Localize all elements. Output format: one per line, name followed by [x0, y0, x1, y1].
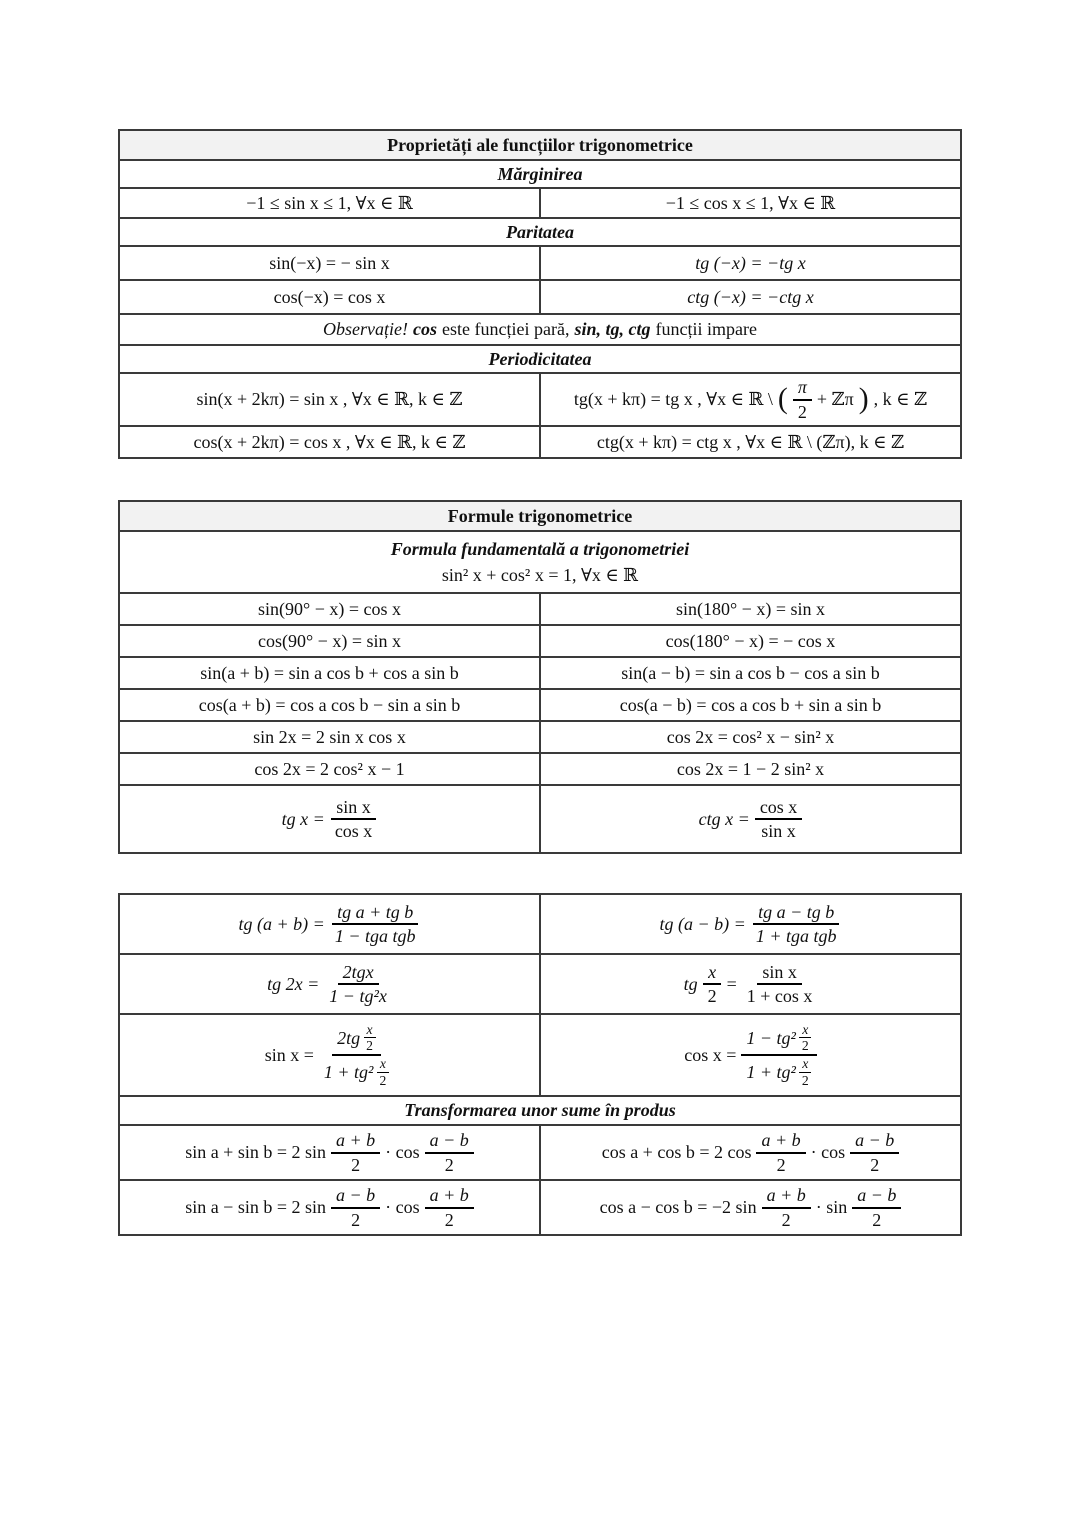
formula-text: −1 ≤ cos x ≤ 1, ∀x ∈ ℝ — [665, 192, 836, 213]
fraction-denominator: 1 + tga tgb — [755, 926, 837, 946]
formula-expression — [265, 1022, 395, 1089]
formula-text: + ℤπ — [816, 389, 854, 410]
fraction-numerator: cos x — [755, 796, 803, 821]
fraction — [330, 796, 378, 843]
fraction — [742, 961, 818, 1008]
formula-expression — [185, 1184, 474, 1231]
fraction — [319, 1022, 394, 1089]
section-header-fundamental: Formula fundamentală a trigonometriei — [390, 538, 690, 559]
formula-text: sin 2x = 2 sin x cos x — [253, 726, 406, 747]
observation-cell — [119, 314, 961, 345]
formula-cell — [540, 625, 961, 657]
observation-text — [323, 318, 757, 341]
small-fraction — [799, 1022, 812, 1054]
observation-plain: este funcției pară, — [442, 319, 570, 340]
formula-cell — [540, 689, 961, 721]
fraction-numerator: a − b — [331, 1184, 380, 1209]
formula-text: sin a − sin b = 2 sin — [185, 1197, 326, 1218]
formula-text: ctg (−x) = −ctg x — [687, 286, 814, 307]
formula-expression — [574, 376, 927, 423]
formula-cell — [119, 689, 540, 721]
fraction-denominator: 1 − tg²x — [329, 986, 387, 1006]
fraction-numerator: x — [364, 1022, 376, 1039]
fraction-denominator: 2 — [872, 1209, 882, 1230]
fraction-denominator: 2 — [801, 1072, 809, 1088]
formula-text: ctg x = — [698, 808, 750, 829]
left-paren: ( — [777, 383, 788, 416]
formula-text: cos(−x) = cos x — [273, 286, 386, 307]
formula-cell — [540, 785, 961, 853]
fraction — [324, 961, 392, 1008]
formula-expression — [684, 961, 818, 1008]
formula-expression — [699, 796, 803, 843]
formula-text: tg 2x = — [267, 973, 320, 994]
formulas-table — [118, 500, 962, 854]
formula-cell — [119, 1125, 540, 1180]
table-row — [119, 1096, 961, 1125]
fraction-denominator: sin x — [761, 821, 796, 841]
fraction-numerator — [741, 1022, 816, 1056]
observation-bold: sin, tg, ctg — [574, 319, 651, 340]
table-row — [119, 426, 961, 458]
formula-text: sin(a + b) = sin a cos b + cos a sin b — [200, 662, 459, 683]
fraction-numerator: a + b — [425, 1184, 474, 1209]
fraction-numerator: a − b — [850, 1129, 899, 1154]
fraction — [751, 901, 842, 948]
formula-text: tg (a + b) = — [238, 913, 325, 934]
formula-expression — [684, 1022, 817, 1089]
fraction — [425, 1129, 474, 1176]
formula-text: , k ∈ ℤ — [873, 389, 928, 410]
formula-text: cos 2x = cos² x − sin² x — [666, 726, 835, 747]
formula-text: ctg(x + kπ) = ctg x , ∀x ∈ ℝ \ (ℤπ), k ∈ ℤ — [596, 431, 905, 452]
fraction-numerator: tg a + tg b — [332, 901, 418, 926]
fraction — [793, 376, 812, 423]
formula-cell — [540, 188, 961, 218]
fraction — [762, 1184, 811, 1231]
fraction-numerator: a − b — [852, 1184, 901, 1209]
fundamental-formula-cell — [119, 531, 961, 593]
table-row — [119, 954, 961, 1014]
fraction — [852, 1184, 901, 1231]
fraction-denominator: 2 — [379, 1072, 387, 1088]
formula-text: cos a + cos b = 2 cos — [601, 1142, 752, 1163]
fraction-numerator — [332, 1022, 381, 1056]
formula-expression — [185, 1129, 474, 1176]
formula-cell — [119, 246, 540, 280]
observation-plain: funcții impare — [655, 319, 757, 340]
formula-text: −1 ≤ sin x ≤ 1, ∀x ∈ ℝ — [246, 192, 413, 213]
table-row — [119, 785, 961, 853]
formula-text: cos 2x = 2 cos² x − 1 — [254, 758, 405, 779]
fraction-numerator: 2tgx — [338, 961, 379, 986]
table-row — [119, 1014, 961, 1096]
table-row — [119, 1180, 961, 1235]
formula-cell — [119, 1014, 540, 1096]
table-row — [119, 593, 961, 625]
section-header-marginirea: Mărginirea — [119, 160, 961, 188]
fraction — [331, 1184, 380, 1231]
observation-label: Observație! — [323, 319, 409, 340]
formula-cell — [540, 373, 961, 426]
formula-cell — [119, 426, 540, 458]
formula-text: sin(90° − x) = cos x — [258, 598, 401, 619]
fraction — [755, 796, 803, 843]
formula-cell — [119, 373, 540, 426]
table-row — [119, 314, 961, 345]
small-fraction — [376, 1056, 389, 1088]
formula-expression — [239, 901, 421, 948]
formula-cell — [540, 1125, 961, 1180]
fraction-denominator — [741, 1056, 816, 1088]
fraction — [741, 1022, 816, 1089]
formula-expression — [600, 1184, 902, 1231]
fraction-denominator: 2 — [781, 1209, 791, 1230]
fraction-numerator: x — [703, 961, 721, 986]
formula-cell — [119, 280, 540, 314]
small-fraction — [799, 1056, 812, 1088]
fraction-denominator: 2 — [797, 401, 807, 422]
fraction — [331, 1129, 380, 1176]
formula-cell — [540, 753, 961, 785]
formula-text: 1 + tg² — [323, 1061, 374, 1082]
fraction-numerator: a + b — [762, 1184, 811, 1209]
formula-cell — [540, 593, 961, 625]
fraction-denominator: 1 + cos x — [746, 986, 813, 1006]
right-paren: ) — [858, 383, 869, 416]
formula-cell — [540, 426, 961, 458]
table-row — [119, 531, 961, 593]
fraction — [425, 1184, 474, 1231]
fraction-numerator: x — [377, 1056, 389, 1073]
fraction-denominator — [319, 1056, 394, 1088]
fraction-denominator: 2 — [351, 1209, 361, 1230]
formula-cell — [119, 1180, 540, 1235]
table-row — [119, 373, 961, 426]
fraction-denominator: 2 — [707, 986, 717, 1006]
formula-cell — [540, 1180, 961, 1235]
table-row — [119, 625, 961, 657]
formula-text: · cos — [810, 1142, 846, 1163]
fraction-denominator: 2 — [776, 1154, 786, 1175]
formula-text: sin(−x) = − sin x — [269, 252, 390, 273]
formula-cell — [119, 188, 540, 218]
formula-cell — [119, 785, 540, 853]
table-row — [119, 246, 961, 280]
formula-cell — [119, 657, 540, 689]
small-fraction — [363, 1022, 376, 1054]
fraction-numerator: a + b — [756, 1129, 805, 1154]
table-row — [119, 218, 961, 246]
formula-text: tg (−x) = −tg x — [695, 252, 806, 273]
formula-text: cos(a + b) = cos a cos b − sin a sin b — [198, 694, 461, 715]
section-header-paritatea: Paritatea — [119, 218, 961, 246]
fraction-numerator: tg a − tg b — [753, 901, 839, 926]
table-title: Proprietăți ale funcțiilor trigonometrice — [119, 130, 961, 160]
table-row — [119, 1125, 961, 1180]
fraction-numerator: a − b — [425, 1129, 474, 1154]
table-row — [119, 657, 961, 689]
formula-text: cos(a − b) = cos a cos b + sin a sin b — [619, 694, 882, 715]
fraction-numerator: π — [793, 376, 812, 401]
formula-cell — [540, 657, 961, 689]
formula-cell — [119, 593, 540, 625]
table-row — [119, 280, 961, 314]
fraction-numerator: x — [799, 1056, 811, 1073]
formula-cell — [119, 625, 540, 657]
formula-cell — [540, 280, 961, 314]
fraction — [330, 901, 421, 948]
formula-text: tg — [683, 973, 698, 994]
table-row — [119, 894, 961, 954]
formula-text: 2tg — [337, 1027, 361, 1048]
fraction-numerator: sin x — [757, 961, 802, 986]
formula-text: · sin — [815, 1197, 848, 1218]
formula-expression — [267, 961, 392, 1008]
formula-text: 1 − tg² — [746, 1027, 796, 1048]
fraction-numerator: sin x — [331, 796, 376, 821]
formula-text: cos(90° − x) = sin x — [258, 630, 401, 651]
formula-text: sin x = — [264, 1044, 314, 1065]
fraction-denominator: 2 — [870, 1154, 880, 1175]
fraction-denominator: 2 — [366, 1038, 374, 1054]
formula-text: cos(x + 2kπ) = cos x , ∀x ∈ ℝ, k ∈ ℤ — [193, 431, 466, 452]
formula-text: tg (a − b) = — [659, 913, 746, 934]
formula-expression — [660, 901, 842, 948]
fraction-denominator: 2 — [801, 1038, 809, 1054]
formula-cell — [119, 954, 540, 1014]
formula-text: sin(a − b) = sin a cos b − cos a sin b — [621, 662, 880, 683]
observation-bold: cos — [413, 319, 438, 340]
fraction — [703, 961, 722, 1008]
fraction-denominator: 2 — [444, 1209, 454, 1230]
table-row — [119, 721, 961, 753]
formula-text: sin(x + 2kπ) = sin x , ∀x ∈ ℝ, k ∈ ℤ — [196, 389, 463, 409]
equals-sign: = — [726, 973, 737, 994]
formula-cell — [540, 246, 961, 280]
formula-cell — [540, 1014, 961, 1096]
table-title: Formule trigonometrice — [119, 501, 961, 531]
formula-text: cos x = — [684, 1044, 737, 1065]
section-header-periodicitatea: Periodicitatea — [119, 345, 961, 373]
formula-expression — [282, 796, 378, 843]
formula-expression — [602, 1129, 900, 1176]
formula-cell — [540, 954, 961, 1014]
fraction — [850, 1129, 899, 1176]
formula-text: tg x = — [281, 808, 325, 829]
fraction-numerator: a + b — [331, 1129, 380, 1154]
properties-table — [118, 129, 962, 459]
fraction-numerator: x — [799, 1022, 811, 1039]
table-row — [119, 689, 961, 721]
formula-text: tg(x + kπ) = tg x , ∀x ∈ ℝ \ — [573, 389, 773, 410]
formula-cell — [540, 721, 961, 753]
formula-text: sin(180° − x) = sin x — [675, 598, 825, 619]
table-row — [119, 130, 961, 160]
section-header-sume-produs: Transformarea unor sume în produs — [119, 1096, 961, 1125]
fraction — [756, 1129, 805, 1176]
formula-cell — [119, 894, 540, 954]
formula-text: sin² x + cos² x = 1, ∀x ∈ ℝ — [441, 564, 639, 585]
formula-cell — [119, 721, 540, 753]
fraction-denominator: 2 — [351, 1154, 361, 1175]
table-row — [119, 188, 961, 218]
fraction-denominator: 2 — [444, 1154, 454, 1175]
formula-text: 1 + tg² — [746, 1061, 796, 1082]
formula-text: sin a + sin b = 2 sin — [185, 1142, 326, 1163]
table-row — [119, 501, 961, 531]
fraction-denominator: 1 − tga tgb — [334, 926, 416, 946]
fraction-denominator: cos x — [334, 821, 373, 841]
formula-cell — [540, 894, 961, 954]
sum-product-table — [118, 893, 962, 1236]
table-row — [119, 345, 961, 373]
formula-text: cos 2x = 1 − 2 sin² x — [676, 758, 825, 779]
table-row — [119, 160, 961, 188]
formula-cell — [119, 753, 540, 785]
formula-text: cos(180° − x) = − cos x — [665, 630, 836, 651]
formula-text: cos a − cos b = −2 sin — [599, 1197, 757, 1218]
formula-text: · cos — [385, 1197, 420, 1218]
table-row — [119, 753, 961, 785]
formula-text: · cos — [385, 1142, 420, 1163]
